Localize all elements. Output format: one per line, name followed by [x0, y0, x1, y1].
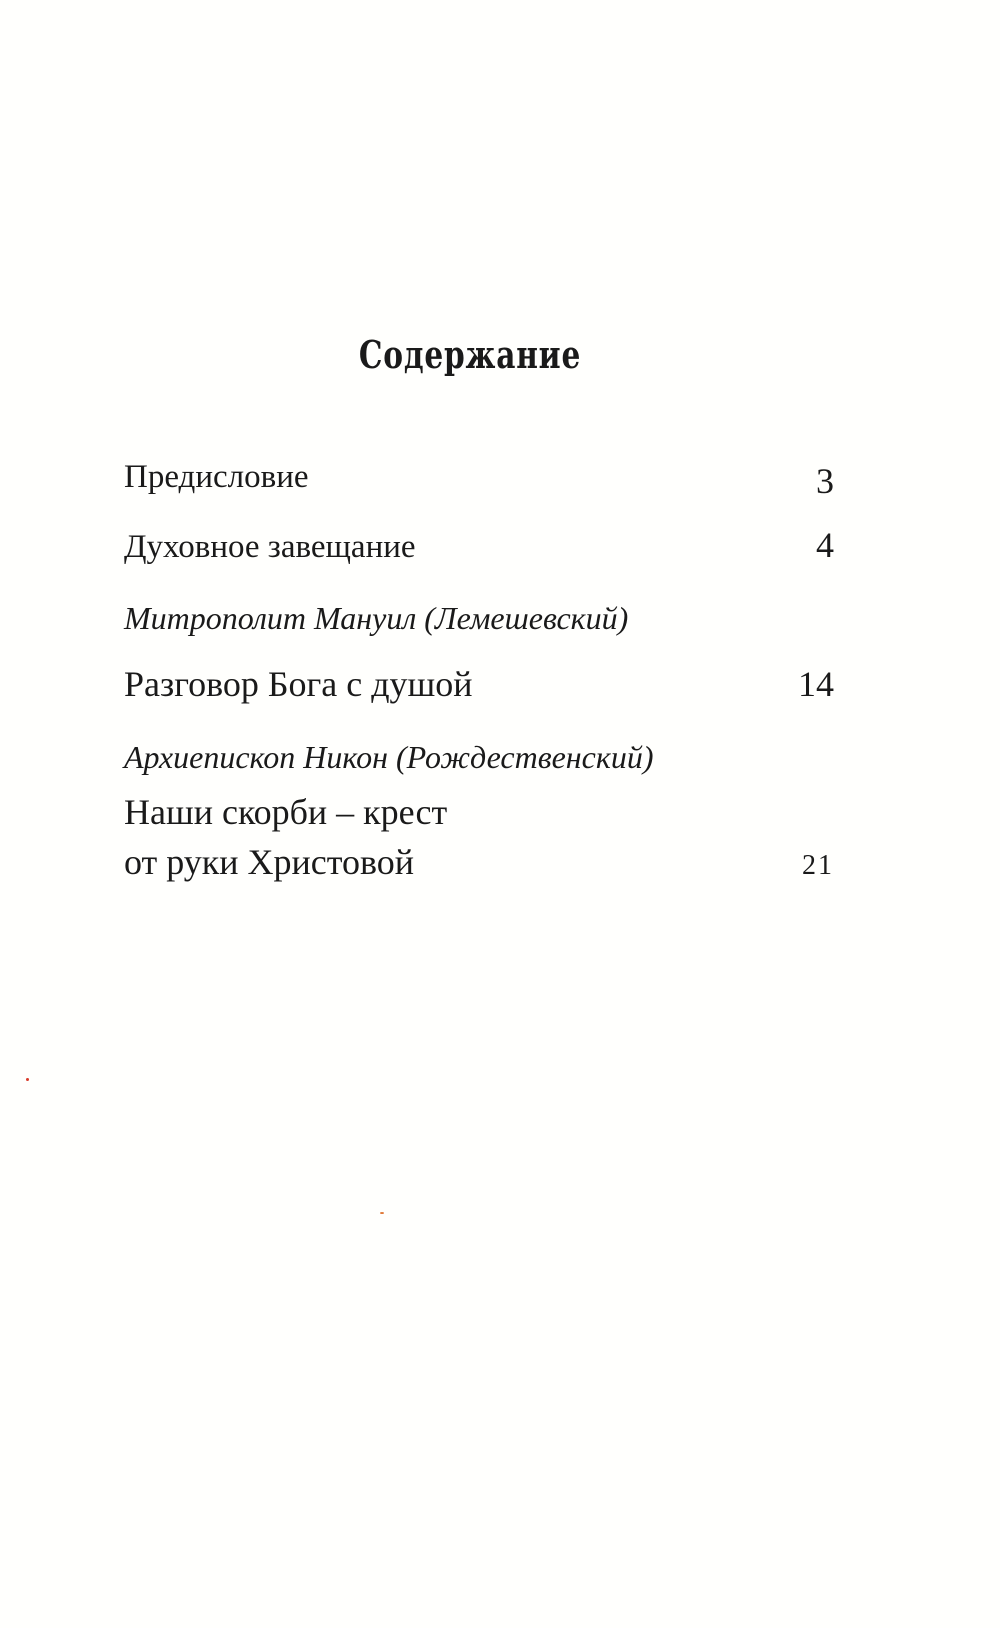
toc-entry-page: 4 — [816, 525, 834, 565]
toc-entry-title: Духовное завещание — [124, 529, 416, 565]
toc-entry-page: 14 — [798, 664, 834, 704]
toc-entry-author: Архиепископ Никон (Рождественский) — [124, 739, 654, 775]
page-title: Содержание — [358, 332, 582, 377]
toc-entry-page: 21 — [802, 850, 834, 881]
toc-entry-title-line1: Наши скорби – крест — [124, 792, 448, 832]
toc-entry-title: Предисловие — [124, 459, 309, 495]
toc-entry-title: Разговор Бога с душой — [124, 664, 473, 704]
toc-entry-title-line2: от руки Христовой — [124, 842, 415, 882]
toc-entry-page: 3 — [816, 461, 834, 501]
paper-speck — [380, 1212, 384, 1214]
paper-speck — [26, 1078, 29, 1081]
toc-entry-author: Митрополит Мануил (Лемешевский) — [124, 600, 629, 636]
